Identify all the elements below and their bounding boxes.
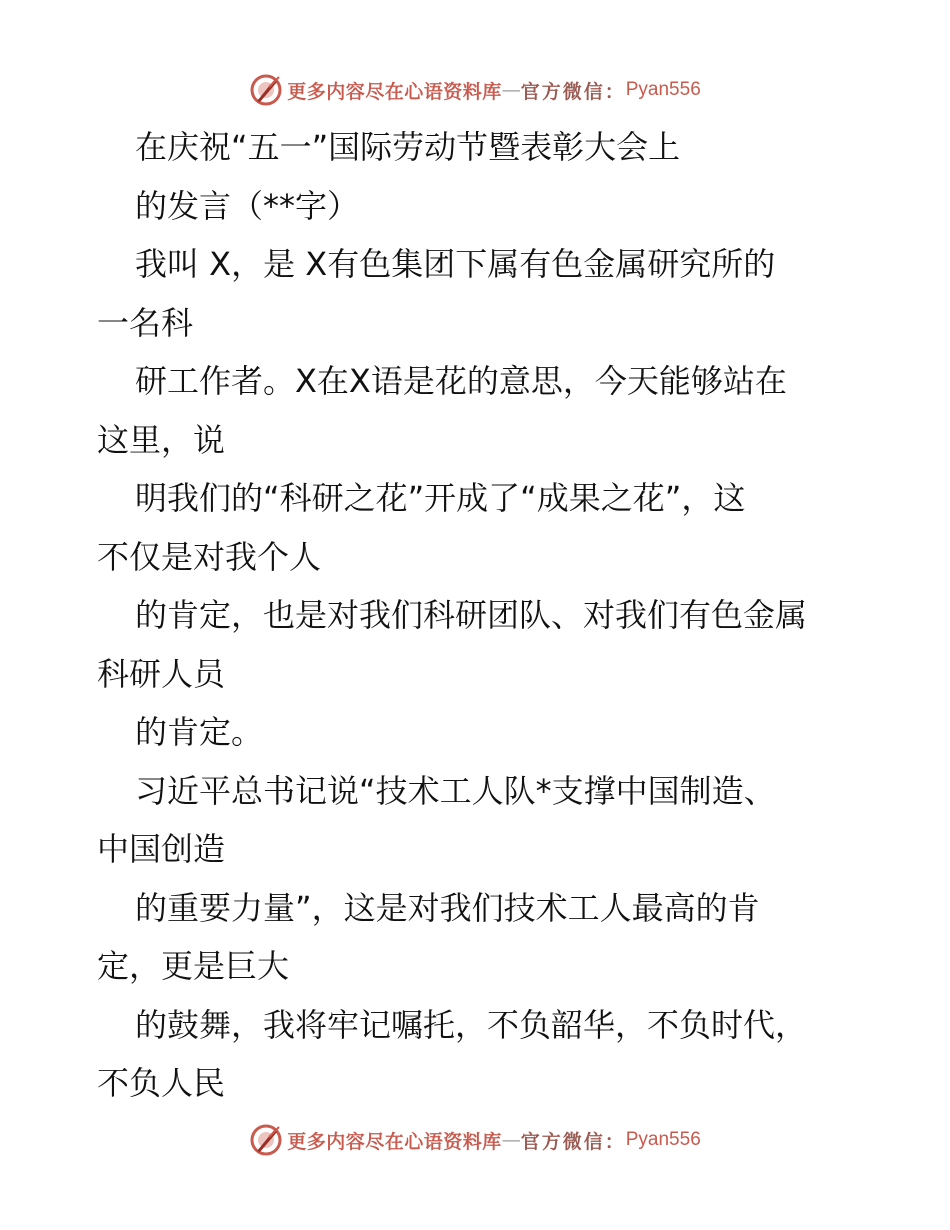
footer-banner — [0, 1120, 950, 1160]
banner-account: Pyan556 — [625, 1129, 701, 1150]
text-line: 定，更是巨大 — [97, 947, 290, 985]
header-banner — [0, 70, 950, 110]
banner-separator: — — [501, 79, 521, 101]
text-line: 不仅是对我个人 — [97, 537, 322, 576]
text-line: 的重要力量”，这是对我们技术工人最高的肯 — [135, 888, 760, 927]
quill-logo-icon — [249, 73, 283, 107]
banner-separator: — — [501, 1129, 521, 1151]
banner-brand-text: 更多内容尽在心语资料库 — [287, 80, 502, 103]
text-line: 一名科 — [97, 303, 194, 342]
text-line: 的发言（**字） — [135, 186, 360, 225]
text-line: 的肯定，也是对我们科研团队、对我们有色金属 — [135, 596, 808, 634]
banner-brand-text: 更多内容尽在心语资料库 — [287, 1130, 502, 1153]
text-line: 的肯定。 — [135, 713, 264, 751]
text-line: 不负人民 — [97, 1064, 226, 1102]
quill-logo-icon — [249, 1123, 283, 1157]
text-line: 研工作者。X在X语是花的意思，今天能够站在 — [135, 362, 787, 400]
text-line: 习近平总书记说“技术工人队*支撑中国制造、 — [135, 771, 776, 810]
text-line: 这里，说 — [97, 420, 226, 459]
text-line: 的鼓舞，我将牢记嘱托，不负韶华，不负时代， — [135, 1005, 808, 1044]
banner-account: Pyan556 — [625, 79, 701, 100]
speech-body — [97, 118, 897, 1113]
text-line: 我叫 X，是 X有色集团下属有色金属研究所的 — [135, 245, 776, 283]
banner-wechat-label: 官方微信： — [520, 1130, 626, 1153]
text-line: 科研人员 — [97, 654, 226, 693]
text-line: 明我们的“科研之花”开成了“成果之花”，这 — [135, 479, 746, 517]
banner-wechat-label: 官方微信： — [520, 80, 626, 103]
text-line: 在庆祝“五一”国际劳动节暨表彰大会上 — [135, 128, 681, 166]
text-line: 中国创造 — [97, 830, 226, 868]
